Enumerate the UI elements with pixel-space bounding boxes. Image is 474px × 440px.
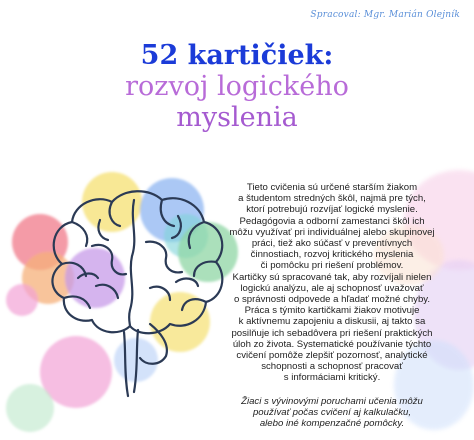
paragraph-intro: Tieto cvičenia sú určené starším žiakom a študentom stredných škôl, najmä pre tých, ktorí potrebujú rozvíjať logické myslenie. Pedagógovia a odborní zamestanci škôl ich môžu využívať pri individuálnej alebo skupinovej práci, tiež ako súčasť v preventívnych činnostiach, rozvoj kritického myslenia či pomôcku pri riešení problémov. <box>229 182 435 272</box>
page-title <box>0 40 474 133</box>
paragraph-closing-note: Žiaci s vývinovými poruchami učenia môžu používať počas cvičení aj kalkulačku, alebo iné kompenzačné pomôcky. <box>241 395 423 430</box>
title-line-2: rozvoj logického <box>125 71 349 102</box>
description-text <box>196 182 468 429</box>
splash-purple <box>65 248 125 308</box>
paragraph-motivation: Práca s týmito kartičkami žiakov motivuje k aktívnemu zapojeniu a diskusii, aj takto sa posilňuje ich sebadôvera pri riešení praktických úloh zo života. Systematické používanie týchto cvičení pomôže zlepšiť pozornosť, analytické schopnosti a schopnosť pracovať s informáciami kritický. <box>231 305 433 384</box>
paragraph-cards: Kartičky sú spracované tak, aby rozvíjali nielen logickú analýzu, ale aj schopnosť uvažovať o správnosti odpovede a hľadať možné chyby. <box>232 271 432 306</box>
title-line-1: 52 kartičiek: <box>140 40 334 71</box>
title-line-3: myslenia <box>176 102 298 133</box>
splash-pink-left <box>6 284 38 316</box>
splash-green-bottom <box>6 384 54 432</box>
author-credit: Spracoval: Mgr. Marián Olejník <box>310 10 460 20</box>
